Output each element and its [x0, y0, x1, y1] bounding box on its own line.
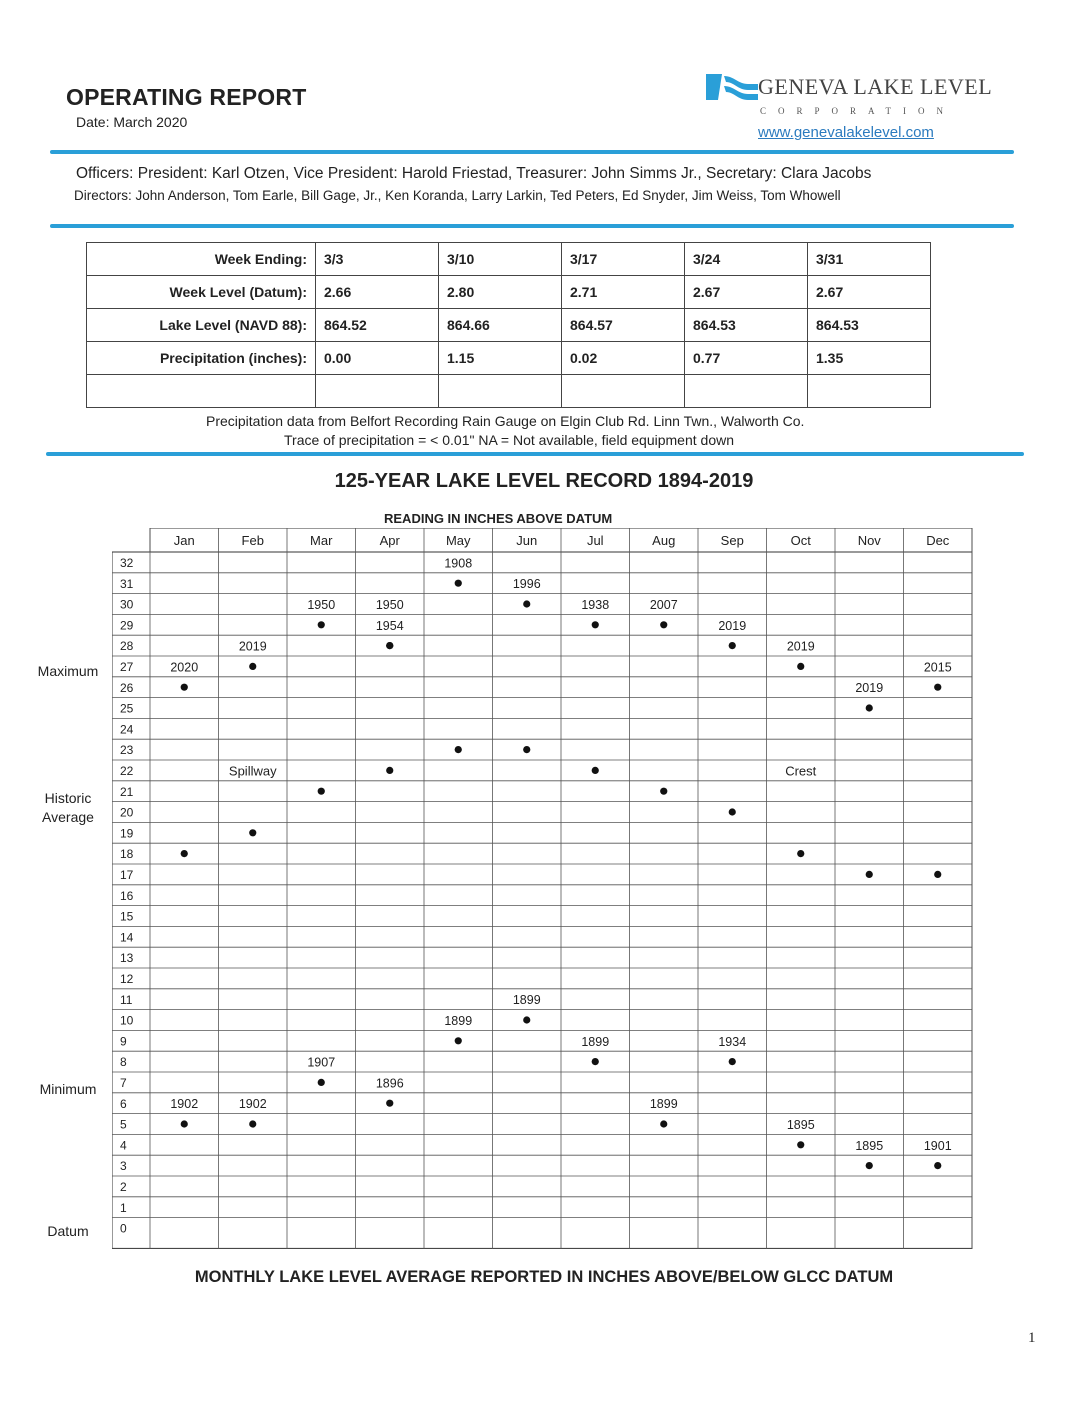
- ops-row-label: Week Level (Datum):: [87, 276, 316, 309]
- ops-table-row: [87, 243, 931, 276]
- max-year-label: 1954: [375, 618, 404, 633]
- y-tick-label: 14: [120, 930, 134, 945]
- y-tick-label: 28: [120, 639, 134, 654]
- ops-cell: [562, 375, 685, 408]
- max-point: [729, 642, 736, 649]
- month-header: May: [445, 533, 471, 548]
- y-tick-label: 7: [120, 1076, 127, 1090]
- ops-cell: 3/24: [685, 243, 808, 276]
- ops-row-label: Lake Level (NAVD 88):: [87, 309, 316, 342]
- max-year-label: 1938: [581, 598, 610, 612]
- month-header: Aug: [652, 533, 676, 548]
- max-year-label: 2019: [718, 618, 747, 633]
- y-tick-label: 3: [120, 1159, 127, 1174]
- y-tick-label: 4: [120, 1138, 127, 1153]
- max-point: [181, 684, 188, 691]
- y-tick-label: 15: [120, 909, 134, 924]
- chart-annotation: Spillway: [228, 763, 277, 779]
- average-label: Average: [42, 809, 94, 825]
- average-point: [592, 767, 599, 774]
- average-point: [249, 829, 256, 836]
- report-title: OPERATING REPORT: [66, 84, 307, 110]
- y-tick-label: 20: [120, 805, 134, 820]
- y-tick-label: 30: [120, 597, 134, 612]
- y-tick-label: 21: [120, 784, 134, 799]
- chart-footer: MONTHLY LAKE LEVEL AVERAGE REPORTED IN INCHES ABOVE/BELOW GLCC DATUM: [194, 1268, 894, 1286]
- y-tick-label: 11: [120, 992, 133, 1007]
- average-point: [318, 788, 325, 795]
- max-year-label: 2007: [649, 598, 678, 612]
- logo-name: GENEVA LAKE LEVEL: [758, 74, 993, 99]
- average-point: [729, 808, 736, 815]
- ops-row-label: Precipitation (inches):: [87, 342, 316, 375]
- y-tick-label: 27: [120, 660, 134, 674]
- logo-subtitle: CORPORATION: [760, 106, 956, 116]
- average-point: [455, 746, 462, 753]
- record-title: 125-YEAR LAKE LEVEL RECORD 1894-2019: [334, 470, 754, 492]
- y-tick-label: 5: [120, 1117, 127, 1132]
- min-year-label: 1899: [649, 1097, 678, 1112]
- max-point: [660, 621, 667, 628]
- max-year-label: 1950: [375, 598, 404, 612]
- y-tick-label: 22: [120, 764, 134, 778]
- min-point: [797, 1141, 804, 1148]
- max-point: [318, 621, 325, 628]
- ops-cell: 864.66: [439, 309, 562, 342]
- directors-line: Directors: John Anderson, Tom Earle, Bill Gage, Jr., Ken Koranda, Larry Larkin, Ted Peters, Ed Snyder, Jim Weiss, Tom Whowell: [74, 188, 841, 203]
- max-year-label: 2015: [923, 660, 952, 675]
- max-point: [386, 642, 393, 649]
- max-point: [797, 663, 804, 670]
- average-point: [934, 871, 941, 878]
- max-point: [455, 580, 462, 587]
- chart-border: [112, 552, 972, 1248]
- month-header: Jul: [586, 533, 604, 548]
- ops-cell: [316, 375, 439, 408]
- ops-cell: 864.57: [562, 309, 685, 342]
- min-point: [318, 1079, 325, 1086]
- y-tick-label: 19: [120, 826, 134, 841]
- ops-cell: [808, 375, 931, 408]
- ops-table-row: [87, 375, 931, 408]
- max-point: [523, 600, 530, 607]
- y-tick-label: 16: [120, 888, 134, 903]
- min-year-label: 1902: [170, 1097, 199, 1112]
- min-point: [181, 1120, 188, 1127]
- y-tick-label: 12: [120, 972, 134, 986]
- ops-cell: [685, 375, 808, 408]
- min-point: [249, 1120, 256, 1127]
- min-year-label: 1895: [855, 1138, 884, 1153]
- max-year-label: 2020: [170, 660, 199, 675]
- month-header: Apr: [379, 533, 400, 548]
- y-tick-label: 18: [120, 847, 134, 862]
- ops-cell: 1.35: [808, 342, 931, 375]
- month-header: Jan: [173, 533, 195, 548]
- y-tick-label: 17: [120, 868, 134, 882]
- precipitation-note: Precipitation data from Belfort Recording Rain Gauge on Elgin Club Rd. Linn Twn., Walworth Co.: [206, 413, 805, 429]
- y-tick-label: 29: [120, 618, 134, 633]
- min-year-label: 1899: [512, 993, 541, 1008]
- ops-row-label: [87, 375, 316, 408]
- ops-cell: 2.80: [439, 276, 562, 309]
- trace-note: Trace of precipitation = < 0.01" NA = Not available, field equipment down: [284, 432, 734, 448]
- max-point: [866, 704, 873, 711]
- month-header: Mar: [310, 533, 333, 548]
- max-year-label: 1950: [307, 598, 336, 612]
- min-point: [866, 1162, 873, 1169]
- officers-line: Officers: President: Karl Otzen, Vice President: Harold Friestad, Treasurer: John Simms Jr., Secretary: Clara Jacobs: [76, 165, 872, 182]
- ops-table-row: [87, 342, 931, 375]
- y-tick-label: 31: [120, 576, 134, 591]
- min-point: [934, 1162, 941, 1169]
- min-year-label: 1934: [718, 1034, 747, 1049]
- ops-cell: 2.67: [685, 276, 808, 309]
- max-year-label: 2019: [855, 681, 884, 696]
- ops-cell: 0.02: [562, 342, 685, 375]
- max-year-label: 2019: [786, 639, 815, 654]
- ops-cell: 3/10: [439, 243, 562, 276]
- y-tick-label: 25: [120, 701, 134, 716]
- ops-cell: 2.66: [316, 276, 439, 309]
- min-year-label: 1899: [444, 1014, 473, 1028]
- ops-table-row: [87, 276, 931, 309]
- max-year-label: 2019: [238, 639, 267, 654]
- y-tick-label: 9: [120, 1034, 127, 1049]
- ops-table-row: [87, 309, 931, 342]
- y-tick-label: 13: [120, 951, 134, 966]
- average-point: [523, 746, 530, 753]
- max-point: [592, 621, 599, 628]
- datum-label: Datum: [47, 1223, 89, 1239]
- ops-cell: 0.77: [685, 342, 808, 375]
- y-tick-label: 6: [120, 1096, 127, 1111]
- divider-lower: [46, 452, 1024, 456]
- min-year-label: 1896: [375, 1076, 404, 1091]
- month-header: Feb: [241, 533, 264, 548]
- lake-level-chart: [112, 528, 978, 1268]
- ops-cell: 3/3: [316, 243, 439, 276]
- average-point: [181, 850, 188, 857]
- min-point: [660, 1120, 667, 1127]
- ops-cell: 864.52: [316, 309, 439, 342]
- ops-cell: [439, 375, 562, 408]
- min-year-label: 1902: [238, 1097, 267, 1112]
- chart-subtitle: READING IN INCHES ABOVE DATUM: [384, 511, 613, 526]
- y-tick-label: 10: [120, 1013, 134, 1028]
- divider-middle: [50, 224, 1014, 228]
- weekly-operations-table: [86, 242, 931, 408]
- min-point: [729, 1058, 736, 1065]
- page-number: 1: [1028, 1330, 1036, 1346]
- month-header: Oct: [790, 533, 811, 548]
- min-year-label: 1899: [581, 1034, 610, 1049]
- y-tick-label: 1: [120, 1200, 127, 1215]
- ops-cell: 3/17: [562, 243, 685, 276]
- ops-cell: 0.00: [316, 342, 439, 375]
- min-year-label: 1901: [923, 1138, 952, 1153]
- min-year-label: 1895: [786, 1118, 815, 1132]
- y-tick-label: 26: [120, 680, 134, 695]
- min-point: [386, 1100, 393, 1107]
- minimum-label: Minimum: [39, 1081, 97, 1097]
- month-header: Dec: [926, 533, 950, 548]
- ops-cell: 864.53: [685, 309, 808, 342]
- ops-cell: 2.67: [808, 276, 931, 309]
- y-tick-label: 24: [120, 722, 134, 737]
- average-point: [386, 767, 393, 774]
- average-point: [866, 871, 873, 878]
- divider-top: [50, 150, 1014, 154]
- maximum-label: Maximum: [37, 663, 99, 679]
- max-point: [249, 663, 256, 670]
- min-point: [592, 1058, 599, 1065]
- month-header: Sep: [720, 533, 744, 548]
- y-tick-label: 8: [120, 1055, 127, 1070]
- max-year-label: 1996: [512, 577, 541, 592]
- website-link[interactable]: www.genevalakelevel.com: [758, 124, 934, 141]
- ops-cell: 864.53: [808, 309, 931, 342]
- chart-annotation: Crest: [785, 763, 817, 779]
- ops-cell: 3/31: [808, 243, 931, 276]
- month-header: Jun: [516, 533, 538, 548]
- y-tick-label: 0: [120, 1221, 127, 1236]
- y-tick-label: 32: [120, 556, 134, 570]
- average-point: [797, 850, 804, 857]
- min-point: [523, 1016, 530, 1023]
- historic-label: Historic: [44, 790, 92, 806]
- ops-row-label: Week Ending:: [87, 243, 316, 276]
- report-date: Date: March 2020: [76, 114, 188, 130]
- y-tick-label: 2: [120, 1180, 127, 1194]
- min-year-label: 1907: [307, 1055, 336, 1070]
- month-header: Nov: [857, 533, 881, 548]
- average-point: [660, 788, 667, 795]
- min-point: [455, 1037, 462, 1044]
- ops-cell: 1.15: [439, 342, 562, 375]
- ops-cell: 2.71: [562, 276, 685, 309]
- max-year-label: 1908: [444, 556, 473, 571]
- geneva-logo-icon: [704, 70, 760, 104]
- max-point: [934, 684, 941, 691]
- y-tick-label: 23: [120, 743, 134, 758]
